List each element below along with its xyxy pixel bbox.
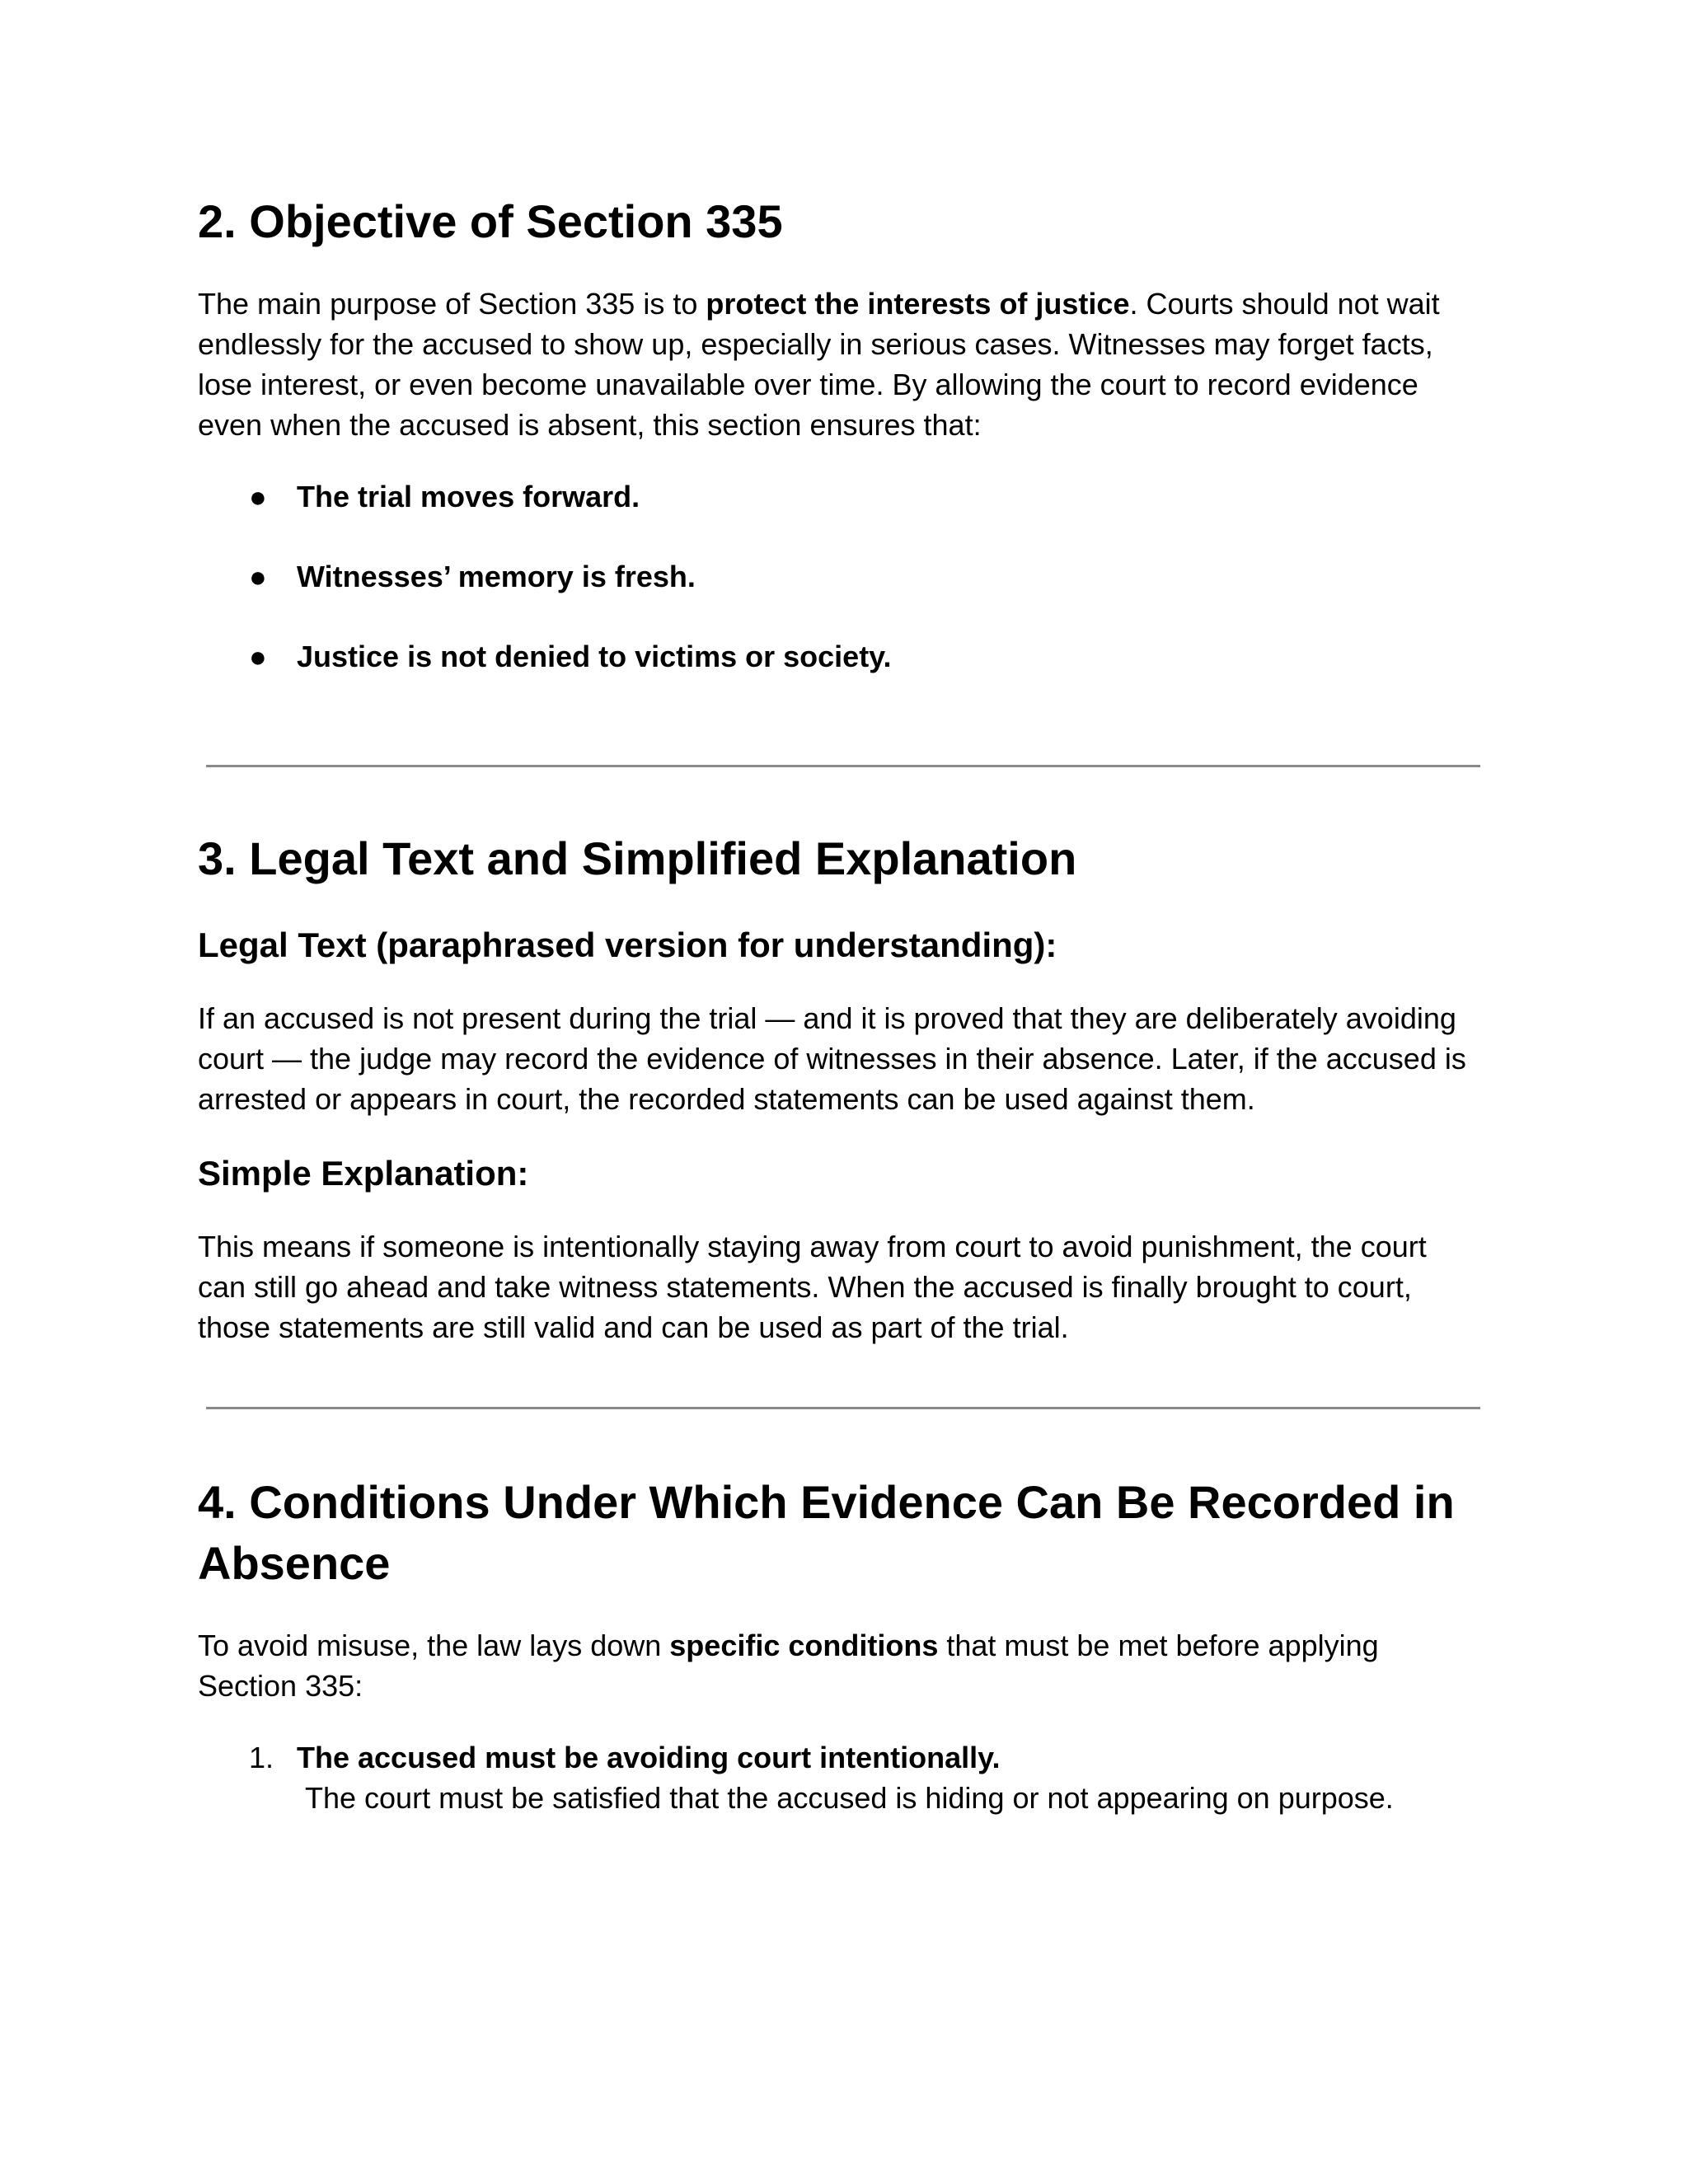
bullet-item	[198, 476, 1492, 517]
condition-item	[198, 1737, 1492, 1818]
section-4-heading: 4. Conditions Under Which Evidence Can Be Recorded in Absence	[198, 1476, 1455, 1589]
section-2-bullet-list	[198, 476, 1492, 677]
simple-explanation-body: This means if someone is intentionally staying away from court to avoid punishment, the court can still go ahead and take witness statements. When the accused is finally brought to court, those statements are still valid and can be used as part of the trial.	[198, 1230, 1427, 1344]
document-content	[198, 191, 1492, 1818]
condition-title: The accused must be avoiding court intentionally.	[297, 1741, 1001, 1774]
section-divider	[206, 1407, 1480, 1409]
bullet-dot-icon: ●	[249, 480, 267, 513]
legal-text-heading: Legal Text (paraphrased version for understanding):	[198, 926, 1057, 964]
section-2-intro-bold: protect the interests of justice	[706, 287, 1130, 321]
legal-text-body: If an accused is not present during the trial — and it is proved that they are deliberately avoiding court — the judge may record the evidence of witnesses in their absence. Later, if the accused is arrested or appears in court, the recorded statements can be used against them.	[198, 1001, 1466, 1116]
section-3-heading: 3. Legal Text and Simplified Explanation	[198, 832, 1077, 884]
bullet-text: The trial moves forward.	[297, 480, 640, 513]
section-2-intro-text: The main purpose of Section 335 is to	[198, 287, 706, 321]
section-4-intro-text: To avoid misuse, the law lays down	[198, 1629, 670, 1662]
section-2-intro-rest: . Courts should not wait endlessly for the accused to show up, especially in serious cases. Witnesses may forget facts, lose interest, or even become unavailable over time. By allowing the court to record evidence even when the accused is absent, this section ensures that:	[198, 287, 1440, 442]
bullet-item	[198, 556, 1492, 597]
section-4-intro-rest: that must be met before applying Section 335:	[198, 1629, 1379, 1703]
section-divider	[206, 765, 1480, 767]
condition-number: 1.	[249, 1741, 274, 1774]
bullet-dot-icon: ●	[249, 560, 267, 593]
conditions-list	[198, 1737, 1492, 1818]
section-4-intro	[198, 1625, 1459, 1706]
condition-detail: The court must be satisfied that the accused is hiding or not appearing on purpose.	[305, 1781, 1394, 1815]
bullet-dot-icon: ●	[249, 640, 267, 673]
simple-explanation-heading: Simple Explanation:	[198, 1154, 529, 1193]
bullet-text: Witnesses’ memory is fresh.	[297, 560, 696, 593]
section-2-intro	[198, 284, 1484, 445]
section-4-intro-bold: specific conditions	[669, 1629, 939, 1662]
bullet-text: Justice is not denied to victims or society.	[297, 640, 892, 673]
bullet-item	[198, 636, 1492, 677]
section-2-heading: 2. Objective of Section 335	[198, 195, 783, 247]
